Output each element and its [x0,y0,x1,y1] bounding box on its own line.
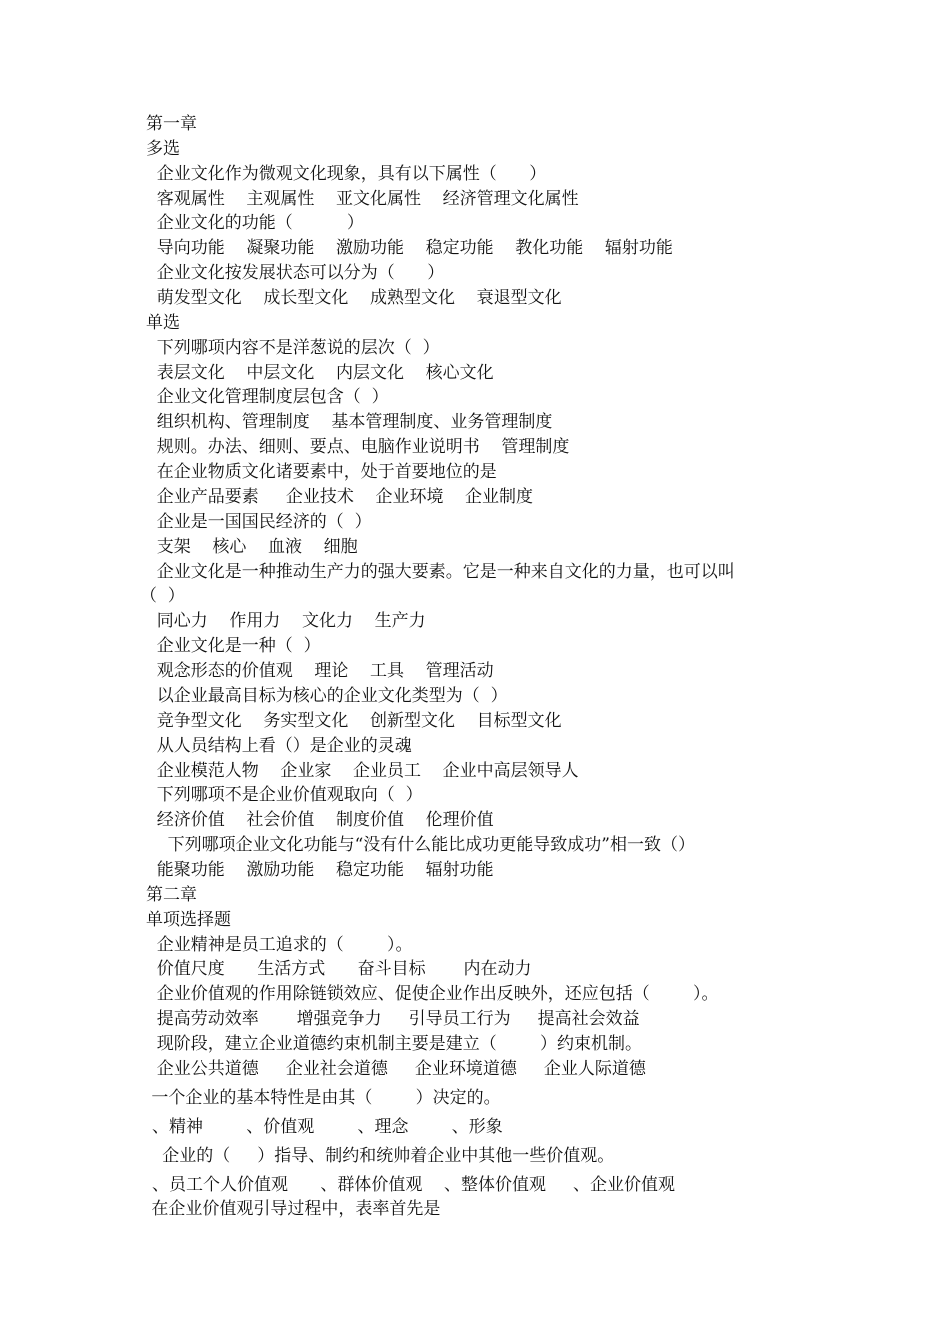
answer-options: 、员工个人价值观 、群体价值观 、整体价值观 、企业价值观 [152,1175,676,1195]
question-text: 企业的（ ）指导、制约和统帅着企业中其他一些价值观。 [146,1146,615,1166]
question-text: 企业文化管理制度层包含（ ） [146,387,389,407]
question-text: 在企业物质文化诸要素中，处于首要地位的是 [146,462,497,482]
question-text: 企业文化是一种（ ） [146,636,321,656]
answer-options: 提高劳动效率 增强竞争力 引导员工行为 提高社会效益 [146,1009,640,1029]
question-text: 下列哪项内容不是洋葱说的层次（ ） [146,338,440,358]
question-text: 企业是一国国民经济的（ ） [146,512,372,532]
section-heading: 单项选择题 [146,910,231,930]
answer-options: 组织机构、管理制度 基本管理制度、业务管理制度 [146,412,553,432]
question-text: 现阶段，建立企业道德约束机制主要是建立（ ）约束机制。 [146,1034,643,1054]
question-text: 一个企业的基本特性是由其（ ）决定的。 [146,1088,501,1108]
chapter-heading: 第二章 [146,885,197,905]
answer-options: 表层文化 中层文化 内层文化 核心文化 [146,363,494,383]
section-heading: 单选 [146,313,180,333]
question-text: 企业价值观的作用除链锁效应、促使企业作出反映外，还应包括（ ）。 [146,984,719,1004]
answer-options: 竞争型文化 务实型文化 创新型文化 目标型文化 [146,711,562,731]
question-text: 企业文化的功能（ ） [146,213,364,233]
answer-options: 企业公共道德 企业社会道德 企业环境道德 企业人际道德 [146,1059,646,1079]
answer-options: 价值尺度 生活方式 奋斗目标 内在动力 [146,959,532,979]
question-text: 从人员结构上看（）是企业的灵魂 [146,736,412,756]
answer-options: 观念形态的价值观 理论 工具 管理活动 [146,661,494,681]
answer-options: 导向功能 凝聚功能 激励功能 稳定功能 教化功能 辐射功能 [146,238,673,258]
question-text: 企业文化按发展状态可以分为（ ） [146,263,445,283]
answer-options: 企业产品要素 企业技术 企业环境 企业制度 [146,487,534,507]
question-text: 以企业最高目标为核心的企业文化类型为（ ） [146,686,508,706]
question-text: 在企业价值观引导过程中，表率首先是 [146,1199,441,1219]
question-text: 下列哪项企业文化功能与“没有什么能比成功更能导致成功”相一致（） [146,835,695,855]
question-text-continued: （ ） [140,586,185,606]
answer-options: 、精神 、价值观 、理念 、形象 [152,1117,503,1137]
question-text: 企业精神是员工追求的（ ）。 [146,935,413,955]
answer-options: 经济价值 社会价值 制度价值 伦理价值 [146,810,494,830]
section-heading: 多选 [146,139,180,159]
answer-options: 能聚功能 激励功能 稳定功能 辐射功能 [146,860,494,880]
answer-options: 同心力 作用力 文化力 生产力 [146,611,426,631]
answer-options: 企业模范人物 企业家 企业员工 企业中高层领导人 [146,761,579,781]
answer-options: 规则。办法、细则、要点、电脑作业说明书 管理制度 [146,437,570,457]
question-text: 下列哪项不是企业价值观取向（ ） [146,785,423,805]
question-text: 企业文化是一种推动生产力的强大要素。它是一种来自文化的力量，也可以叫 [146,562,735,582]
question-text: 企业文化作为微观文化现象，具有以下属性（ ） [146,164,547,184]
answer-options: 支架 核心 血液 细胞 [146,537,358,557]
answer-options: 萌发型文化 成长型文化 成熟型文化 衰退型文化 [146,288,562,308]
chapter-heading: 第一章 [146,114,197,134]
answer-options: 客观属性 主观属性 亚文化属性 经济管理文化属性 [146,189,579,209]
